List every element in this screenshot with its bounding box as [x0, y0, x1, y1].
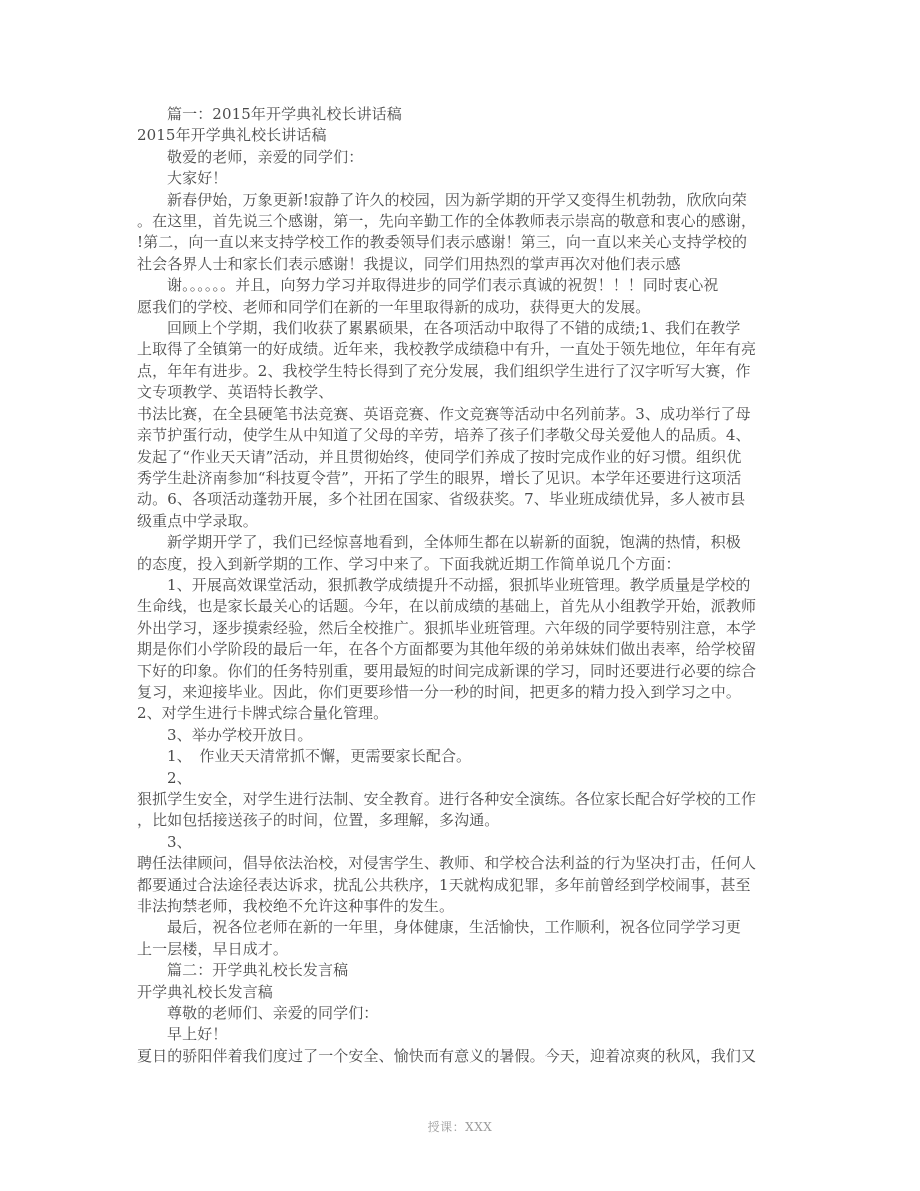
- text-line: 文专项教学、英语特长教学、: [137, 383, 334, 402]
- text-line: 发起了“作业天天请”活动，并且贯彻始终，使同学们养成了按时完成作业的好习惯。组织优: [137, 447, 742, 466]
- text-line: 3、举办学校开放日。: [167, 725, 313, 744]
- text-line: 下好的印象。你们的任务特别重，要用最短的时间完成新课的学习，同时还要进行必要的综合: [137, 661, 757, 680]
- footer-author-label: 授课：XXX: [427, 1120, 493, 1134]
- text-line: 点，年年有进步。2、我校学生特长得到了充分发展，我们组织学生进行了汉字听写大赛，作: [137, 361, 751, 380]
- text-line: 。在这里，首先说三个感谢，第一，先向辛勤工作的全体教师表示崇高的敬意和衷心的感谢，: [137, 212, 757, 231]
- text-line: 夏日的骄阳伴着我们度过了一个安全、愉快而有意义的暑假。今天，迎着凉爽的秋风，我们又: [137, 1046, 757, 1065]
- text-line: 秀学生赴济南参加“科技夏令营”，开拓了学生的眼界，增长了见识。本学年还要进行这项活: [137, 468, 742, 487]
- text-line: 早上好！: [167, 1025, 228, 1044]
- text-line: 亲节护蛋行动，使学生从中知道了父母的辛劳，培养了孩子们孝敬父母关爱他人的品质。4、: [137, 426, 751, 445]
- text-line: 篇一：2015年开学典礼校长讲话稿: [167, 105, 402, 123]
- text-line: 聘任法律顾问，倡导依法治校，对侵害学生、教师、和学校合法利益的行为坚决打击，任何人: [137, 854, 757, 873]
- text-line: 上取得了全镇第一的好成绩。近年来，我校教学成绩稳中有升，一直处于领先地位，年年有亮: [137, 340, 757, 359]
- text-line: 生命线，也是家长最关心的话题。今年，在以前成绩的基础上，首先从小组教学开始，派教师: [137, 597, 757, 616]
- text-line: 1、开展高效课堂活动，狠抓教学成绩提升不动摇，狠抓毕业班管理。教学质量是学校的: [167, 575, 751, 594]
- text-line: 新春伊始，万象更新!寂静了许久的校园，因为新学期的开学又变得生机勃勃，欣欣向荣: [167, 190, 747, 209]
- text-line: 动。6、各项活动蓬勃开展，多个社团在国家、省级获奖。7、毕业班成绩优异，多人被市县: [137, 490, 746, 509]
- text-line: 上一层楼，早日成才。: [137, 939, 289, 958]
- text-line: 新学期开学了，我们已经惊喜地看到，全体师生都在以崭新的面貌，饱满的热情，积极: [167, 533, 741, 552]
- text-line: 1、 作业天天清常抓不懈，更需要家长配合。: [167, 747, 472, 766]
- text-line: 回顾上个学期，我们收获了累累硕果，在各项活动中取得了不错的成绩;1、我们在教学: [167, 319, 741, 338]
- text-line: 谢。。。。。。并且，向努力学习并取得进步的同学们表示真诚的祝贺！！！同时衷心祝: [167, 276, 719, 295]
- text-line: 书法比赛，在全县硬笔书法竞赛、英语竞赛、作文竞赛等活动中名列前茅。3、成功举行了母: [137, 404, 751, 423]
- text-line: 狠抓学生安全，对学生进行法制、安全教育。进行各种安全演练。各位家长配合好学校的工作: [137, 790, 757, 808]
- text-line: 3、: [167, 832, 192, 851]
- text-line: 2015年开学典礼校长讲话稿: [137, 126, 327, 145]
- text-line: !第二，向一直以来支持学校工作的教委领导们表示感谢！第三，向一直以来关心支持学校的: [137, 233, 748, 252]
- text-line: ，比如包括接送孩子的时间，位置，多理解，多沟通。: [137, 811, 500, 830]
- text-line: 敬爱的老师，亲爱的同学们：: [167, 147, 364, 166]
- document-content: [137, 104, 792, 1067]
- text-line: 非法拘禁老师，我校绝不允许这种事件的发生。: [137, 897, 455, 916]
- text-line: 最后，祝各位老师在新的一年里，身体健康，生活愉快，工作顺利，祝各位同学学习更: [167, 918, 741, 937]
- text-line: 篇二：开学典礼校长发言稿: [167, 961, 349, 980]
- text-line: 2、: [167, 768, 192, 787]
- text-line: 尊敬的老师们、亲爱的同学们：: [167, 1004, 379, 1023]
- text-line: 开学典礼校长发言稿: [137, 982, 273, 1001]
- text-line: 2、对学生进行卡牌式综合量化管理。: [137, 704, 389, 723]
- text-line: 期是你们小学阶段的最后一年，在各个方面都要为其他年级的弟弟妹妹们做出表率，给学校留: [137, 640, 757, 659]
- text-line: 的态度，投入到新学期的工作、学习中来了。下面我就近期工作简单说几个方面：: [137, 554, 681, 573]
- text-line: 外出学习，逐步摸索经验，然后全校推广。狠抓毕业班管理。六年级的同学要特别注意，本学: [137, 618, 757, 637]
- text-line: 愿我们的学校、老师和同学们在新的一年里取得新的成功，获得更大的发展。: [137, 297, 651, 316]
- text-line: 复习，来迎接毕业。因此，你们更要珍惜一分一秒的时间，把更多的精力投入到学习之中。: [137, 682, 742, 701]
- text-line: 社会各界人士和家长们表示感谢！我提议，同学们用热烈的掌声再次对他们表示感: [137, 254, 681, 273]
- text-line: 级重点中学录取。: [137, 511, 258, 530]
- text-line: 都要通过合法途径表达诉求，扰乱公共秩序，1天就构成犯罪，多年前曾经到学校闹事，甚至: [137, 875, 751, 894]
- text-line: 大家好！: [167, 169, 228, 188]
